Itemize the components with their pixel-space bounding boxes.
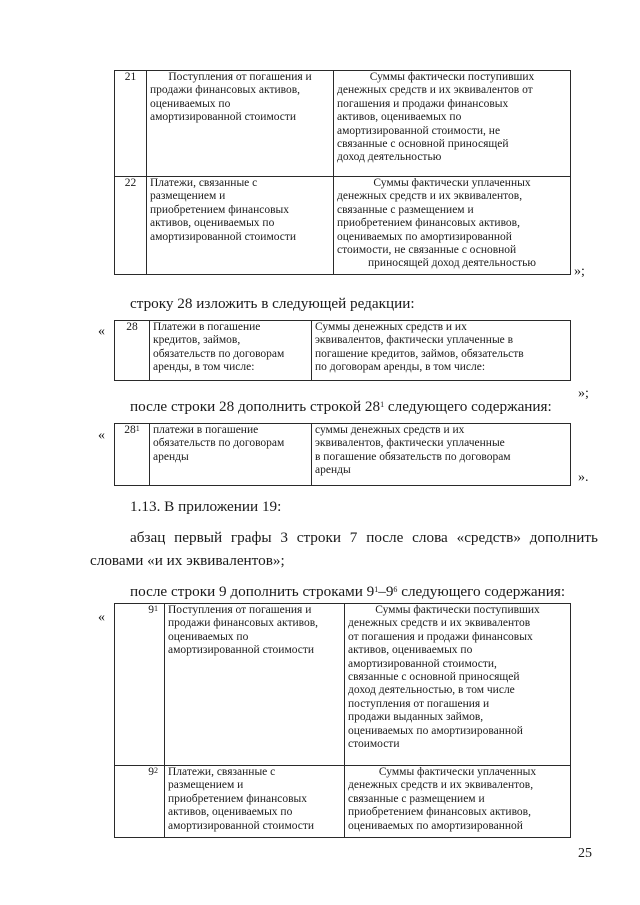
- row-title: [147, 71, 334, 177]
- cell-line: продажи финансовых активов,: [168, 617, 319, 630]
- table-row: [115, 71, 571, 177]
- cell-line: стоимости, не связанные с основной: [337, 244, 517, 257]
- cell-line: связанные с размещением и: [348, 792, 485, 805]
- cell-line: амортизированной стоимости, не: [337, 124, 501, 137]
- table-row: [115, 424, 571, 486]
- cell-line: оцениваемых по амортизированной: [348, 724, 523, 737]
- cell-line: Суммы денежных средств и их: [315, 321, 467, 333]
- paragraph-after-28: [130, 398, 552, 416]
- cell-line: размещением и: [168, 779, 244, 792]
- cell-line: от погашения и продажи финансовых: [348, 630, 533, 643]
- cell-line: кредитов, займов,: [153, 334, 241, 347]
- cell-line: эквивалентов, фактически уплаченные: [315, 437, 505, 450]
- open-quote: «: [98, 610, 105, 625]
- paragraph-text: после строки 9 дополнить строками 9: [130, 583, 375, 600]
- cell-line: продажи выданных займов,: [348, 711, 484, 724]
- cell-line: денежных средств и их эквивалентов,: [337, 190, 523, 203]
- cell-line: Платежи, связанные с: [168, 766, 276, 778]
- row-title: [150, 424, 312, 486]
- cell-line: обязательств по договорам: [153, 437, 285, 450]
- paragraph-text: –9: [378, 583, 394, 600]
- close-quote: ».: [578, 470, 589, 485]
- cell-line: оцениваемых по: [150, 97, 231, 110]
- open-quote: «: [98, 428, 105, 443]
- cell-line: аренды: [153, 450, 189, 463]
- cell-line: платежи в погашение: [153, 424, 259, 436]
- cell-line: приобретением финансовых активов,: [337, 217, 520, 230]
- row-number: $9^1$: [115, 604, 165, 766]
- superscript: 1: [380, 400, 385, 409]
- cell-line: Суммы фактически уплаченных: [373, 177, 531, 189]
- table-row: [115, 177, 571, 275]
- row-number: 22: [115, 177, 147, 275]
- row-description: [312, 424, 571, 486]
- cell-line: аренды, в том числе:: [153, 361, 255, 374]
- cell-line: по договорам аренды, в том числе:: [315, 361, 486, 374]
- cell-line: связанные с основной приносящей: [348, 671, 520, 684]
- table-row: [115, 321, 571, 381]
- paragraph-abzac-line-1: абзац первый графы 3 строки 7 после слова «средств» дополнить: [130, 529, 598, 546]
- row-title: [147, 177, 334, 275]
- row-title: [165, 766, 345, 838]
- cell-line: Платежи, связанные с: [150, 177, 258, 189]
- cell-line: доход деятельностью: [337, 151, 442, 164]
- cell-line: активов, оцениваемых по: [348, 644, 473, 657]
- cell-line: доход деятельностью, в том числе: [348, 684, 515, 697]
- cell-line: амортизированной стоимости: [168, 819, 315, 832]
- table-row-28-1: [114, 423, 571, 486]
- cell-line: суммы денежных средств и их: [315, 424, 465, 436]
- row-number: 28: [115, 321, 150, 381]
- paragraph-row-28: строку 28 изложить в следующей редакции:: [130, 295, 415, 312]
- cell-line: связанные с основной приносящей: [337, 138, 509, 151]
- close-quote: »;: [574, 264, 585, 279]
- cell-line: Суммы фактически поступивших: [375, 604, 540, 616]
- cell-line: амортизированной стоимости: [168, 644, 315, 657]
- cell-line: Суммы фактически поступивших: [369, 71, 535, 83]
- cell-line: денежных средств и их эквивалентов от: [337, 84, 533, 97]
- cell-line: эквивалентов, фактически уплаченные в: [315, 334, 514, 347]
- cell-line: приобретением финансовых активов,: [348, 806, 531, 819]
- row-title: [165, 604, 345, 766]
- open-quote: «: [98, 324, 105, 339]
- row-description: [345, 766, 571, 838]
- cell-line: приобретением финансовых: [150, 203, 289, 216]
- cell-line: активов, оцениваемых по: [337, 111, 462, 124]
- cell-line: в погашение обязательств по договорам: [315, 450, 511, 463]
- row-title: [150, 321, 312, 381]
- row-description: [334, 71, 571, 177]
- cell-line: продажи финансовых активов,: [150, 84, 301, 97]
- cell-line: Поступления от погашения и: [168, 71, 312, 83]
- cell-line: амортизированной стоимости: [150, 111, 297, 124]
- heading-1-13: 1.13. В приложении 19:: [130, 498, 282, 515]
- row-description: [334, 177, 571, 275]
- superscript: 6: [393, 585, 398, 594]
- paragraph-text: после строки 28 дополнить строкой 28: [130, 398, 381, 415]
- cell-line: размещением и: [150, 190, 226, 203]
- table-row: [115, 766, 571, 838]
- cell-line: оцениваемых по: [168, 630, 249, 643]
- page-number: 25: [578, 846, 592, 861]
- row-number: $28^1$: [115, 424, 150, 486]
- cell-line: стоимости: [348, 738, 400, 751]
- cell-line: активов, оцениваемых по: [168, 806, 293, 819]
- paragraph-text: следующего содержания:: [384, 398, 552, 415]
- cell-line: погашение кредитов, займов, обязательств: [315, 347, 524, 360]
- paragraph-after-9: [130, 583, 565, 601]
- table-row: [115, 604, 571, 766]
- cell-line: денежных средств и их эквивалентов: [348, 617, 531, 630]
- cell-line: амортизированной стоимости: [150, 230, 297, 243]
- cell-line: оцениваемых по амортизированной: [337, 230, 512, 243]
- row-description: [345, 604, 571, 766]
- table-row-28: [114, 320, 571, 381]
- cell-line: поступления от погашения и: [348, 697, 490, 710]
- cell-line: Платежи в погашение: [153, 321, 261, 333]
- cell-line: обязательств по договорам: [153, 347, 285, 360]
- cell-line: аренды: [315, 464, 351, 477]
- cell-line: активов, оцениваемых по: [150, 217, 275, 230]
- row-description: [312, 321, 571, 381]
- cell-line: Поступления от погашения и: [168, 604, 312, 616]
- cell-line: приносящей доход деятельностью: [368, 257, 536, 270]
- cell-line: оцениваемых по амортизированной: [348, 819, 523, 832]
- paragraph-text: следующего содержания:: [397, 583, 566, 600]
- row-number: 21: [115, 71, 147, 177]
- cell-line: связанные с размещением и: [337, 203, 474, 216]
- cell-line: Суммы фактически уплаченных: [378, 766, 537, 778]
- cell-line: амортизированной стоимости,: [348, 657, 497, 670]
- superscript: 1: [374, 585, 379, 594]
- table-rows-9: [114, 603, 571, 838]
- close-quote: »;: [578, 386, 589, 401]
- cell-line: погашения и продажи финансовых: [337, 97, 509, 110]
- table-rows-21-22: [114, 70, 571, 275]
- cell-line: денежных средств и их эквивалентов,: [348, 779, 534, 792]
- paragraph-abzac-line-2: словами «и их эквивалентов»;: [90, 552, 285, 569]
- row-number: $9^2$: [115, 766, 165, 838]
- cell-line: приобретением финансовых: [168, 792, 307, 805]
